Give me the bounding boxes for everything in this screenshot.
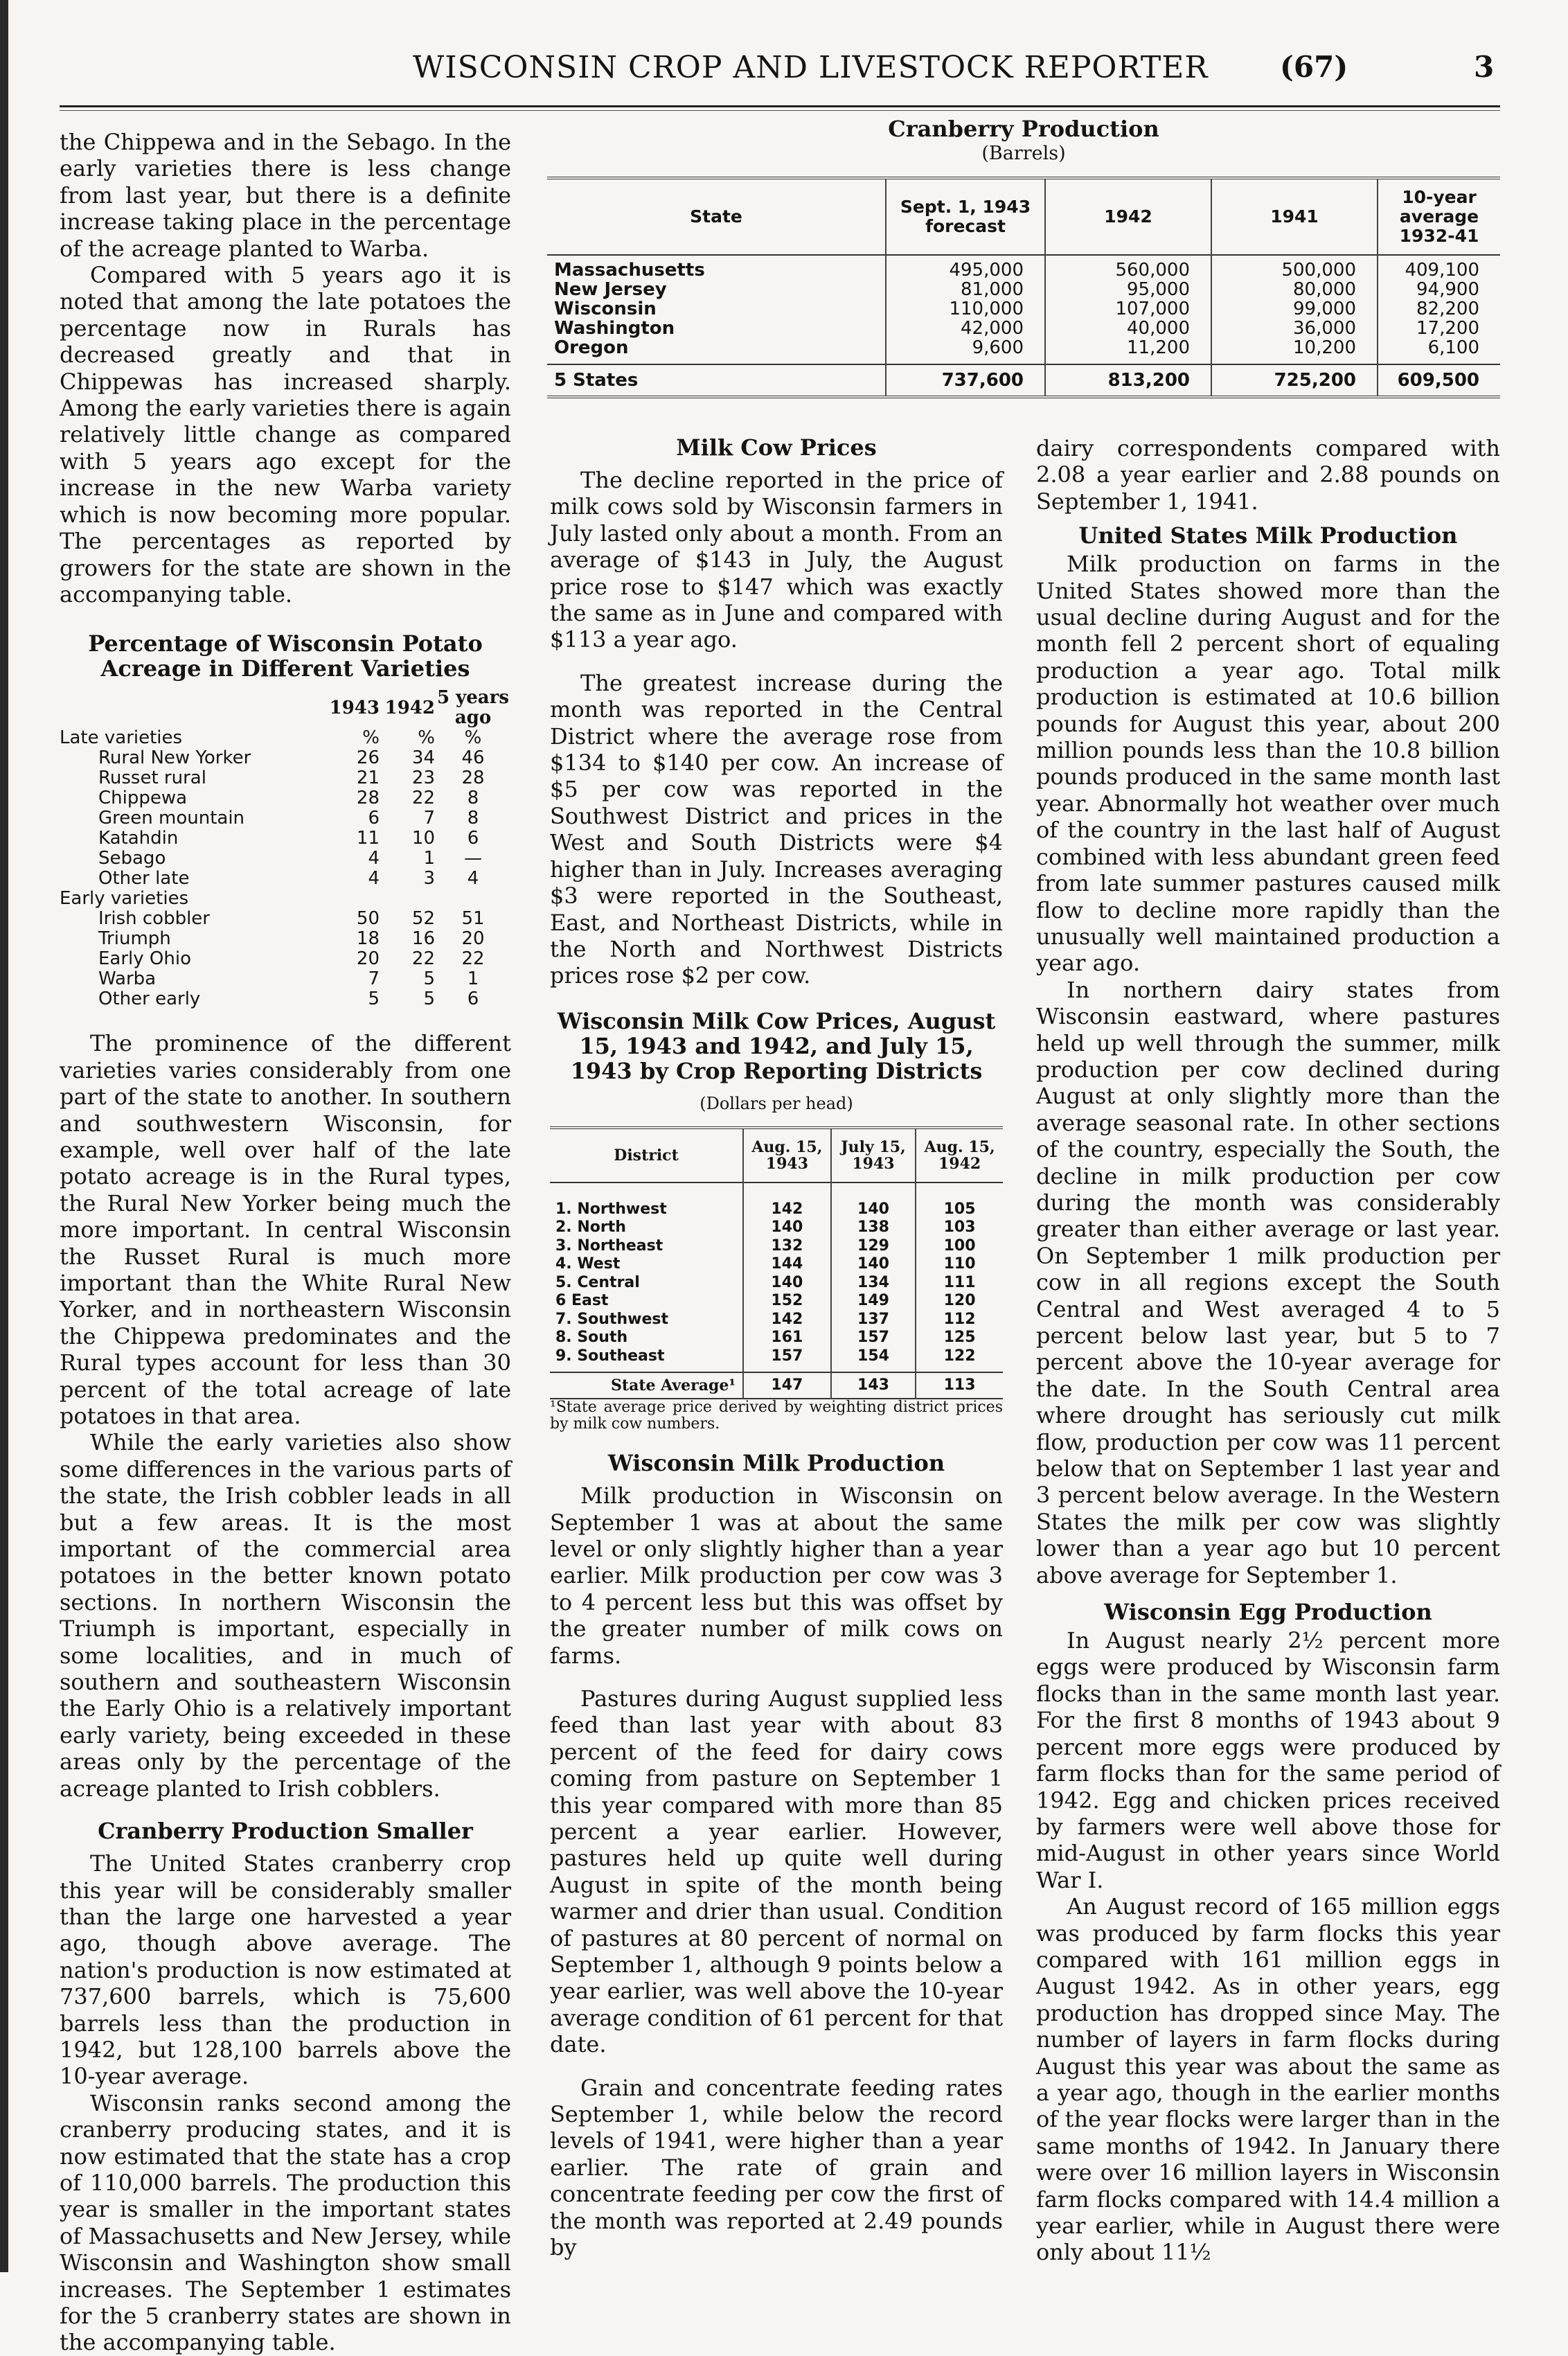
page-header [60,50,1500,91]
header-rule [60,105,1500,107]
table-row: Wisconsin 110,000 107,000 99,000 82,200 [547,299,1500,319]
column-right [1036,435,1500,2266]
header-1941: 1941 [1211,178,1378,255]
late-varieties-heading: Late varieties [60,727,183,749]
header-aug-1943: Aug. 15, 1943 [743,1128,831,1183]
paragraph: Grain and concentrate feeding rates September 1, while below the record levels of 1941, were higher than a year earlier. The rate of grain and concentrate feeding per cow the first of the month was reported at 2.49 pounds by [550,2074,1003,2261]
column-left [60,129,511,2356]
paragraph: In August nearly 2½ percent more eggs were produced by Wisconsin farm flocks than in the same month last year. For the first 8 months of 1943 about 9 percent more eggs were produced by farm flocks than for the same period of 1942. Egg and chicken prices received by farmers were well above those for mid-August in other years since World War I. [1036,1627,1500,1893]
header-aug-1942: Aug. 15, 1942 [916,1128,1003,1183]
table-row: Rural New Yorker 26 34 46 [98,747,485,769]
page-number: 3 [1474,50,1495,84]
paragraph: The decline reported in the price of milk cows sold by Wisconsin farmers in July lasted only about a month. From an average of $143 in July, the August price rose to $147 which was exactly the same as in June and compared with $113 a year ago. [550,467,1003,653]
potato-table-title: Percentage of Wisconsin Potato Acreage in Different Varieties [88,630,483,682]
table-row: 9. Southeast 157 154 122 [550,1347,1003,1372]
table-row: 4. West 144 140 110 [550,1255,1003,1274]
table-row: Early Ohio 20 22 22 [98,948,485,970]
cranberry-table-subtitle: (Barrels) [981,143,1066,164]
section-heading: Cranberry Production Smaller [98,1818,473,1845]
header-state: State [690,206,742,227]
table-total-row: 5 States 737,600 813,200 725,200 609,500 [547,364,1500,397]
paragraph: Pastures during August supplied less feed than last year with about 83 percent of the feed for dairy cows coming from pasture on September 1 this year compared with more than 85 percent a year earlier. However, pastures held up quite well during August in spite of the month being warmer and drier than usual. Condition of pastures at 80 percent of normal on September 1, although 9 points below a year earlier, was well above the 10-year average condition of 61 percent for that date. [550,1685,1003,2058]
table-row: Sebago 4 1 — [98,848,482,869]
table-row: Russet rural 21 23 28 [98,768,485,789]
early-varieties-heading: Early varieties [60,888,189,910]
header-1943-forecast: Sept. 1, 1943 forecast [886,178,1045,255]
paragraph: The greatest increase during the month was reported in the Central District where the average rose from $134 to $140 per cow. An increase of $5 per cow was reported in the Southwest District and prices in the West and South Districts were $4 higher than in July. Increases averaging $3 were reported in the Southeast, East, and Northeast Districts, while in the North and Northwest Districts prices rose $2 per cow. [550,669,1003,989]
table-row: Massachusetts 495,000 560,000 500,000 409,100 [547,255,1500,280]
paragraph: Milk production in Wisconsin on September 1 was at about the same level or only slightly higher than a year earlier. Milk production per cow was 3 to 4 percent less but this was offset by the greater number of milk cows on farms. [550,1482,1003,1669]
header-10yr-average: 10-year average 1932-41 [1378,178,1500,255]
header-rule-thin [60,110,1500,111]
section-heading: Wisconsin Milk Production [607,1450,945,1477]
paragraph: the Chippewa and in the Sebago. In the early varieties there is less change from last year, but there is a definite increase taking place in the percentage of the acreage planted to Warba. [60,129,511,262]
paragraph: Compared with 5 years ago it is noted that among the late potatoes the percentage now in Rurals has decreased greatly and that in Chippewas has increased sharply. Among the early varieties there is again relatively little change as compared with 5 years ago except for the increase in the new Warba variety which is now becoming more popular. The percentages as reported by growers for the state are shown in the accompanying table. [60,262,511,608]
table-row: 7. Southwest 142 137 112 [550,1311,1003,1329]
table-row: 6 East 152 149 120 [550,1292,1003,1311]
cranberry-table [547,177,1500,398]
milk-cow-table-title: Wisconsin Milk Cow Prices, August 15, 1943 and 1942, and July 15, 1943 by Crop Reporting Districts [557,1007,996,1084]
paragraph: While the early varieties also show some differences in the various parts of the state, the Irish cobbler leads in all but a few areas. It is the most important of the commercial area potatoes in the better known potato sections. In northern Wisconsin the Triumph is important, especially in some localities, and in much of southern and southeastern Wisconsin the Early Ohio is a relatively important early variety, being exceeded in these areas only by the percentage of the acreage planted to Irish cobblers. [60,1429,511,1802]
cranberry-table-title: Cranberry Production [888,116,1159,142]
binding-edge [0,0,8,2272]
potato-variety-table: 1943 1942 5 years ago Late varieties % % % Rural New Yorker 26 34 46 Russet rural 21 23 28 Chippewa 28 22 8 Green mountain 6 7 8 Katahdin 11 10 6 Sebago 4 1 — Other late 4 3 4 Early varieties Irish cobbler 50 52 51 Triumph 18 16 20 Early Ohio 20 22 22 Warba 7 5 1 Other early 5 5 6 [60,688,511,1009]
col-1942: 1942 [384,697,435,718]
table-row: 3. Northeast 132 129 100 [550,1237,1003,1256]
cranberry-table-block [547,116,1500,398]
milk-cow-price-table [550,1126,1003,1399]
section-heading: Wisconsin Egg Production [1104,1599,1432,1626]
table-row: Other early 5 5 6 [98,989,479,1010]
table-row: 2. North 140 138 103 [550,1219,1003,1237]
paragraph: The prominence of the different varieties varies considerably from one part of the state to another. In southern and southwestern Wisconsin, for example, well over half of the late potato acreage is in the Rural types, the Rural New Yorker being much the more important. In central Wisconsin the Russet Rural is much more important than the White Rural New Yorker, and in northeastern Wisconsin the Chippewa predominates and the Rural types account for less than 30 percent of the total acreage of late potatoes in that area. [60,1030,511,1429]
col-1943: 1943 [329,697,380,718]
col-5-years-ago: 5 years ago [437,687,509,729]
paragraph: An August record of 165 million eggs was produced by farm flocks this year compared with 161 million eggs in August 1942. As in other years, egg production has dropped since May. The number of layers in farm flocks during August this year was about the same as a year ago, though in the earlier months of the year flocks were larger than in the same months of 1942. In January there were over 16 million layers in Wisconsin farm flocks compared with 14.4 million a year earlier, while in August there were only about 11½ [1036,1893,1500,2266]
paragraph: Milk production on farms in the United States showed more than the usual decline during August and for the month fell 2 percent short of equaling production a year ago. Total milk production is estimated at 10.6 billion pounds for August this year, about 200 million pounds less than the 10.8 billion pounds produced in the same month last year. Abnormally hot weather over much of the country in the last half of August combined with less abundant green feed from late summer pastures caused milk flow to decline more rapidly than the unusually well maintained production a year ago. [1036,551,1500,977]
header-july-1943: July 15, 1943 [831,1128,916,1183]
milk-cow-table-subtitle: (Dollars per head) [700,1093,853,1113]
table-row: Katahdin 11 10 6 [98,828,479,849]
table-row: Washington 42,000 40,000 36,000 17,200 [547,319,1500,338]
publication-title: WISCONSIN CROP AND LIVESTOCK REPORTER [413,50,1209,85]
header-district: District [614,1146,679,1165]
table-row: 1. Northwest 142 140 105 [550,1183,1003,1219]
table-row: Chippewa 28 22 8 [98,788,479,809]
paragraph: In northern dairy states from Wisconsin eastward, where pastures held up well through the summer, milk production per cow declined during August at only slightly more than the average seasonal rate. In other sections of the country, especially the South, the decline in milk production per cow during the month was considerably greater than either average or last year. On September 1 milk production per cow in all regions except the South Central and West averaged 4 to 5 percent below last year, but 5 to 7 percent above the 10-year average for the date. In the South Central area where drought has seriously cut milk flow, production per cow was 11 percent below that on September 1 last year and 3 percent below average. In the Western States the milk per cow was slightly lower than a year ago but 10 percent above average for September 1. [1036,976,1500,1588]
table-row: 5. Central 140 134 111 [550,1274,1003,1293]
header-1942: 1942 [1045,178,1211,255]
section-heading: United States Milk Production [1078,522,1458,549]
table-footnote: ¹State average price derived by weighting district prices by milk cow numbers. [550,1399,1003,1433]
section-heading: Milk Cow Prices [676,434,877,461]
issue-number: (67) [1280,50,1348,84]
table-row: Other late 4 3 4 [98,868,479,889]
table-row: Green mountain 6 7 8 [98,808,479,829]
table-row: 8. South 161 157 125 [550,1329,1003,1347]
table-total-row: State Average¹ 147 143 113 [550,1372,1003,1399]
table-row: New Jersey 81,000 95,000 80,000 94,900 [547,280,1500,299]
table-row: Oregon 9,600 11,200 10,200 6,100 [547,338,1500,364]
paragraph: Wisconsin ranks second among the cranberry producing states, and it is now estimated that the state has a crop of 110,000 barrels. The production this year is smaller in the important states of Massachusetts and New Jersey, while Wisconsin and Washington show small increases. The September 1 estimates for the 5 cranberry states are shown in the accompanying table. [60,2089,511,2356]
paragraph: dairy correspondents compared with 2.08 a year earlier and 2.88 pounds on September 1, 1941. [1036,435,1500,515]
table-row: Triumph 18 16 20 [98,928,485,950]
paragraph: The United States cranberry crop this year will be considerably smaller than the large one harvested a year ago, though above average. The nation's production is now estimated at 737,600 barrels, which is 75,600 barrels less than the production in 1942, but 128,100 barrels above the 10-year average. [60,1850,511,2090]
table-row: Irish cobbler 50 52 51 [98,908,485,930]
table-row: Warba 7 5 1 [98,968,479,990]
column-middle [550,435,1003,2261]
